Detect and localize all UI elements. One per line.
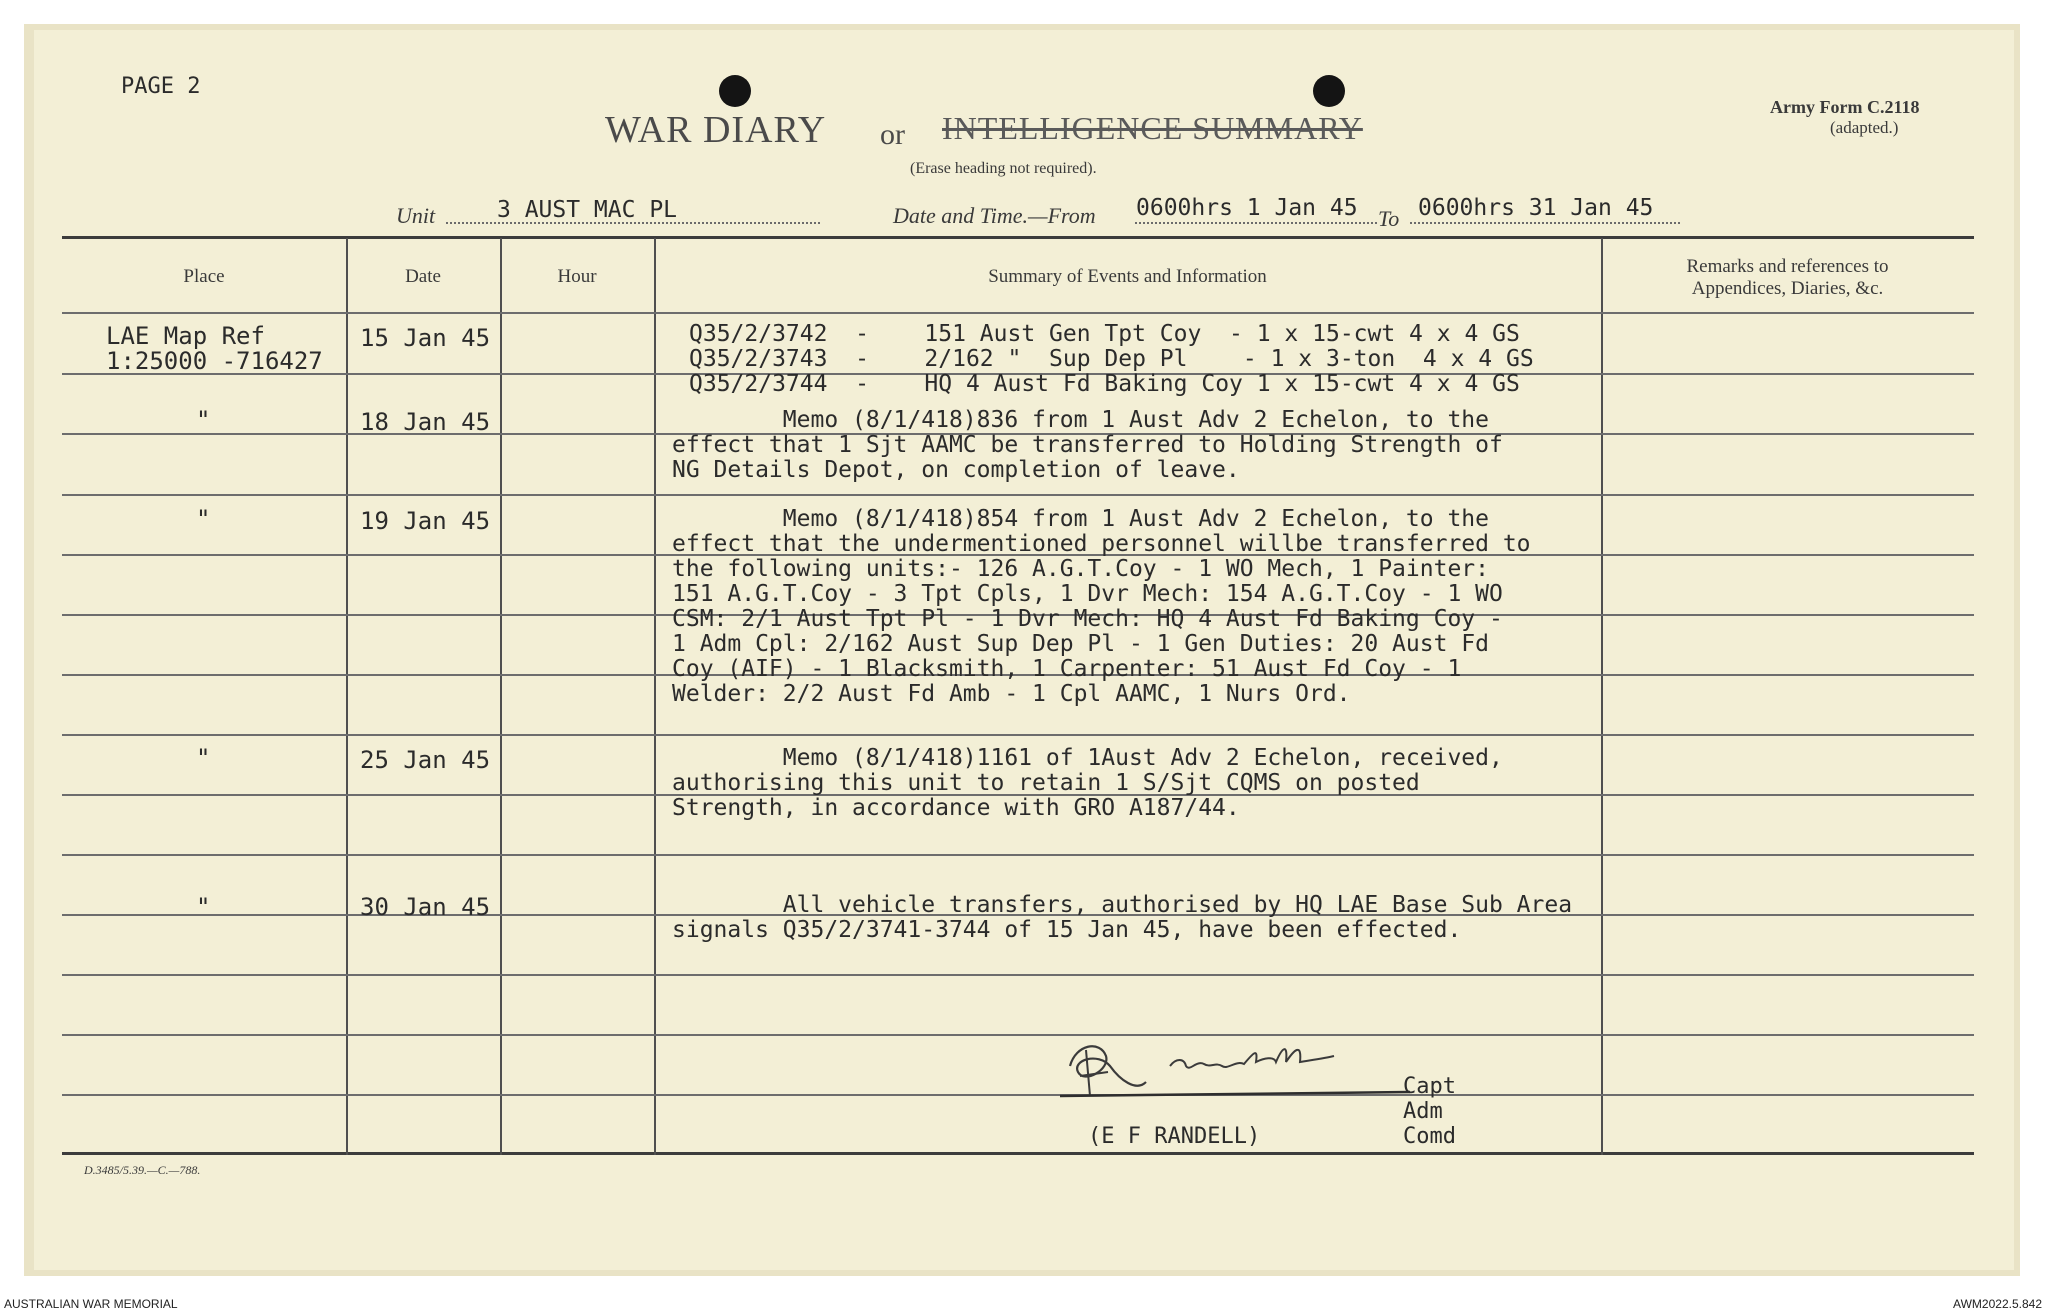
entry-line: Memo (8/1/418)854 from 1 Aust Adv 2 Echelon, to the xyxy=(672,506,1489,532)
date-time-label: Date and Time.—From xyxy=(893,203,1096,228)
entry-place-ditto: " xyxy=(196,406,211,434)
entry-line: 151 A.G.T.Coy - 3 Tpt Cpls, 1 Dvr Mech: 154 A.G.T.Coy - 1 WO xyxy=(672,581,1503,607)
from-value: 0600hrs 1 Jan 45 xyxy=(1136,195,1358,221)
entry-line: Q35/2/3743 - 2/162 " Sup Dep Pl - 1 x 3-ton 4 x 4 GS xyxy=(689,346,1534,372)
table-rule xyxy=(62,734,1974,736)
entry-date: 18 Jan 45 xyxy=(360,408,491,436)
entry-place: 1:25000 -716427 xyxy=(106,347,323,375)
signatory-role: Adm xyxy=(1403,1099,1443,1124)
archive-credit: AUSTRALIAN WAR MEMORIAL xyxy=(4,1297,178,1311)
column-divider-place xyxy=(346,238,348,1155)
punch-hole-right xyxy=(1313,75,1345,107)
army-form-adapted: (adapted.) xyxy=(1830,118,1899,137)
erase-heading-note: (Erase heading not required). xyxy=(910,160,1097,177)
title-or: or xyxy=(880,118,905,151)
war-diary-title: WAR DIARY xyxy=(605,109,827,151)
entry-line: NG Details Depot, on completion of leave. xyxy=(672,457,1240,483)
entry-line: Memo (8/1/418)836 from 1 Aust Adv 2 Echelon, to the xyxy=(672,407,1489,433)
entry-line: CSM: 2/1 Aust Tpt Pl - 1 Dvr Mech: HQ 4 Aust Fd Baking Coy - xyxy=(672,606,1503,632)
entry-line: the following units:- 126 A.G.T.Coy - 1 WO Mech, 1 Painter: xyxy=(672,556,1489,582)
entry-line: 1 Adm Cpl: 2/162 Aust Sup Dep Pl - 1 Gen Duties: 20 Aust Fd xyxy=(672,631,1489,657)
punch-hole-left xyxy=(719,75,751,107)
column-divider-date xyxy=(500,238,502,1155)
entry-line: Memo (8/1/418)1161 of 1Aust Adv 2 Echelon, received, xyxy=(672,745,1503,771)
to-label: To xyxy=(1378,206,1400,231)
table-rule xyxy=(62,312,1974,314)
header-remarks-line-1: Remarks and references to xyxy=(1686,256,1889,277)
entry-line: All vehicle transfers, authorised by HQ LAE Base Sub Area xyxy=(672,892,1573,918)
entry-line: Welder: 2/2 Aust Fd Amb - 1 Cpl AAMC, 1 Nurs Ord. xyxy=(672,681,1351,707)
column-divider-hour xyxy=(654,238,656,1155)
from-dotted-line xyxy=(1135,222,1377,224)
header-hour: Hour xyxy=(557,266,597,287)
table-rule xyxy=(62,974,1974,976)
unit-label: Unit xyxy=(396,203,436,228)
table-rule xyxy=(62,1094,1974,1096)
entry-line: authorising this unit to retain 1 S/Sjt CQMS on posted xyxy=(672,770,1420,796)
header-summary: Summary of Events and Information xyxy=(988,266,1267,287)
entry-date: 15 Jan 45 xyxy=(360,324,491,352)
unit-value: 3 AUST MAC PL xyxy=(497,197,678,223)
table-bottom-rule xyxy=(62,1152,1974,1155)
caption-strip xyxy=(0,1290,2048,1311)
table-top-rule xyxy=(62,236,1974,239)
to-dotted-line xyxy=(1410,222,1680,224)
to-value: 0600hrs 31 Jan 45 xyxy=(1418,195,1654,221)
entry-place-ditto: " xyxy=(196,744,211,772)
header-date: Date xyxy=(405,266,441,287)
entry-line: signals Q35/2/3741-3744 of 15 Jan 45, have been effected. xyxy=(672,917,1462,943)
column-divider-summary xyxy=(1601,238,1603,1155)
table-rule xyxy=(62,494,1974,496)
entry-date: 19 Jan 45 xyxy=(360,507,491,535)
entry-place-ditto: " xyxy=(196,505,211,533)
signatory-name: (E F RANDELL) xyxy=(1088,1124,1261,1149)
entry-line: Strength, in accordance with GRO A187/44. xyxy=(672,795,1240,821)
table-rule xyxy=(62,1034,1974,1036)
entry-date: 30 Jan 45 xyxy=(360,893,491,921)
entry-line: effect that the undermentioned personnel willbe transferred to xyxy=(672,531,1531,557)
table-rule xyxy=(62,854,1974,856)
archive-reference: AWM2022.5.842 xyxy=(1953,1297,2042,1311)
header-place: Place xyxy=(183,266,225,287)
header-remarks-line-2: Appendices, Diaries, &c. xyxy=(1691,278,1884,299)
entry-place-ditto: " xyxy=(196,893,211,921)
army-form-label: Army Form C.2118 xyxy=(1770,97,1920,117)
entry-line: effect that 1 Sjt AAMC be transferred to Holding Strength of xyxy=(672,432,1503,458)
page-label: PAGE 2 xyxy=(121,74,201,99)
entry-line: Coy (AIF) - 1 Blacksmith, 1 Carpenter: 51 Aust Fd Coy - 1 xyxy=(672,656,1462,682)
entry-place: LAE Map Ref xyxy=(106,322,265,350)
intelligence-summary-title: INTELLIGENCE SUMMARY xyxy=(942,110,1363,146)
handwritten-signature xyxy=(1050,1036,1420,1108)
entry-line: Q35/2/3742 - 151 Aust Gen Tpt Coy - 1 x 15-cwt 4 x 4 GS xyxy=(689,321,1520,347)
entry-line: Q35/2/3744 - HQ 4 Aust Fd Baking Coy 1 x 15-cwt 4 x 4 GS xyxy=(689,371,1520,397)
entry-date: 25 Jan 45 xyxy=(360,746,491,774)
signatory-role: Comd xyxy=(1403,1124,1456,1149)
form-print-code: D.3485/5.39.—C.—788. xyxy=(84,1163,201,1177)
signatory-rank: Capt xyxy=(1403,1074,1456,1099)
